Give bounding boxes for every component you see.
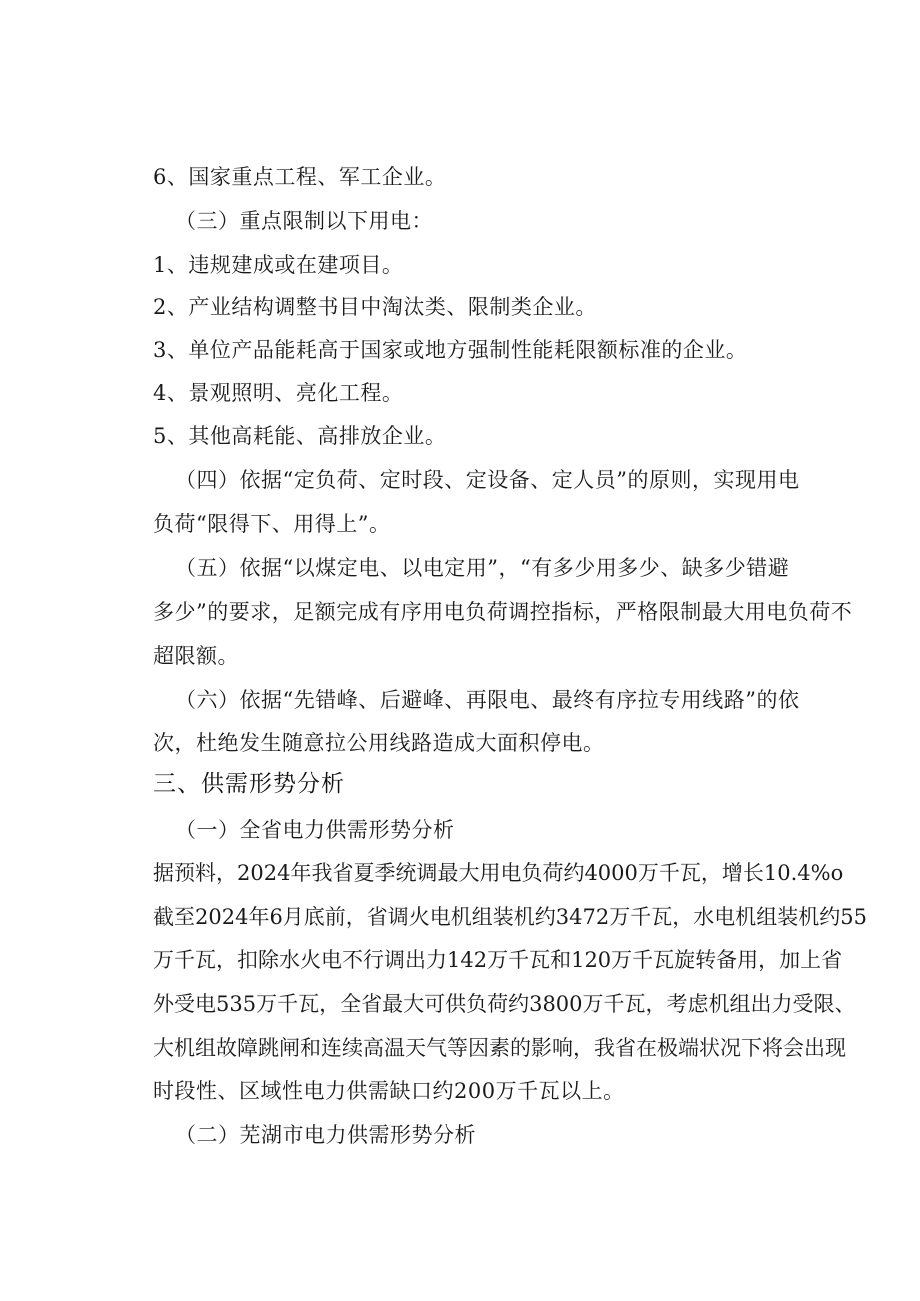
analysis-paragraph-line-3: 万千瓦，扣除水火电不行调出力142万千瓦和120万千瓦旋转备用，加上省 <box>153 948 843 972</box>
paragraph-4-line-2: 负荷“限得下、用得上”。 <box>153 512 391 536</box>
list-item-5: 5、其他高耗能、高排放企业。 <box>153 424 447 448</box>
paragraph-6-line-1: （六）依据“先错峰、后避峰、再限电、最终有序拉专用线路”的依 <box>175 688 800 712</box>
analysis-paragraph-line-4: 外受电535万千瓦，全省最大可供负荷约3800万千瓦，考虑机组出力受限、 <box>153 992 856 1016</box>
paragraph-5-line-3: 超限额。 <box>153 644 239 668</box>
paragraph-5-line-1: （五）依据“以煤定电、以电定用”，“有多少用多少、缺多少错避 <box>175 556 790 580</box>
analysis-paragraph-line-2: 截至2024年6月底前，省调火电机组装机约3472万千瓦，水电机组装机约55 <box>153 905 867 929</box>
paragraph-5-line-2: 多少”的要求，足额完成有序用电负荷调控指标，严格限制最大用电负荷不 <box>153 600 853 624</box>
list-item-6: 6、国家重点工程、军工企业。 <box>153 165 447 189</box>
subsection-title-2: （二）芜湖市电力供需形势分析 <box>175 1123 476 1147</box>
list-item-4: 4、景观照明、亮化工程。 <box>153 381 404 405</box>
paragraph-4-line-1: （四）依据“定负荷、定时段、定设备、定人员”的原则，实现用电 <box>175 468 800 492</box>
paragraph-6-line-2: 次，杜绝发生随意拉公用线路造成大面积停电。 <box>153 731 605 755</box>
subsection-title-1: （一）全省电力供需形势分析 <box>175 818 455 842</box>
list-item-2: 2、产业结构调整书目中淘汰类、限制类企业。 <box>153 295 597 319</box>
analysis-paragraph-line-1: 据预料，2024年我省夏季统调最大用电负荷约4000万千瓦，增长10.4%o <box>153 861 844 885</box>
section-title-3: 三、供需形势分析 <box>153 771 345 797</box>
list-item-1: 1、违规建成或在建项目。 <box>153 253 404 277</box>
analysis-paragraph-line-5: 大机组故障跳闸和连续高温天气等因素的影响，我省在极端状况下将会出现 <box>153 1036 846 1060</box>
list-item-3: 3、单位产品能耗高于国家或地方强制性能耗限额标准的企业。 <box>153 338 748 362</box>
section-heading-3: （三）重点限制以下用电： <box>175 209 433 233</box>
analysis-paragraph-line-6: 时段性、区域性电力供需缺口约200万千瓦以上。 <box>153 1079 625 1103</box>
